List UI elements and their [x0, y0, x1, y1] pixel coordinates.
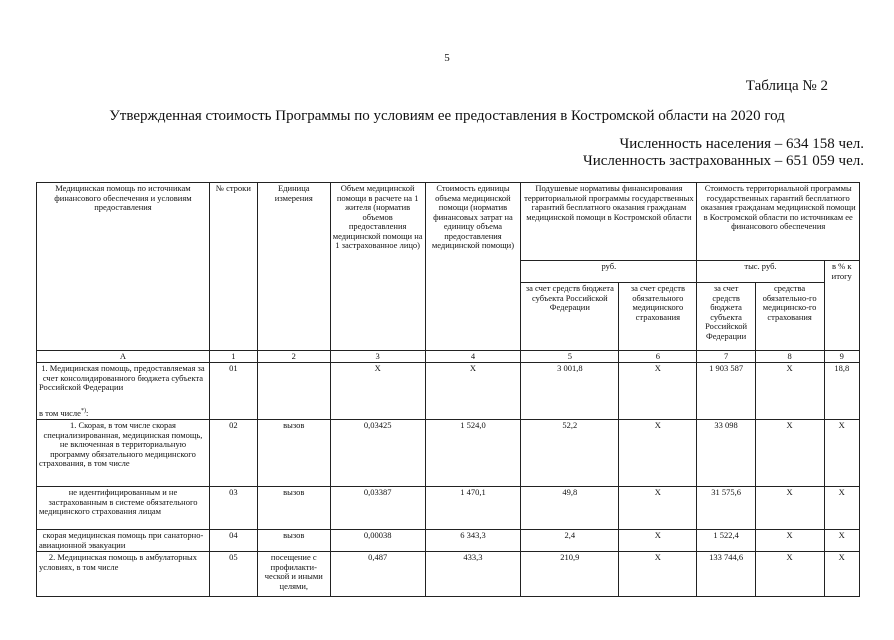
row-c8: X: [755, 552, 824, 597]
row-name: не идентифицированным и не застрахованным в системе обязательного медицинского страхования лицам: [37, 487, 210, 530]
row-c6: X: [619, 363, 697, 420]
document-title: Утвержденная стоимость Программы по условиям ее предоставления в Костромской области на 2020 год: [109, 108, 785, 124]
row-c5: 49,8: [521, 487, 619, 530]
header-col-7: за счет средств бюджета субъекта Российской Федерации: [697, 283, 755, 351]
page-number: 5: [444, 52, 450, 64]
colnum-3: 3: [330, 351, 425, 363]
row-name: 1. Скорая, в том числе скорая специализированная, медицинская помощь, не включенная в территориальную программу обязательного медицинского страхования, в том числе: [37, 420, 210, 487]
row-volume: 0,00038: [330, 530, 425, 552]
header-row-1: [37, 183, 860, 261]
row-code: 04: [209, 530, 257, 552]
column-numbers-row: [37, 351, 860, 363]
insured-count: Численность застрахованных – 651 059 чел.: [583, 153, 864, 169]
header-col-3: Объем медицинской помощи в расчете на 1 жителя (норматив объемов предоставления медицинской помощи на 1 застрахованное лицо): [330, 183, 425, 351]
row-cost: X: [425, 363, 521, 420]
row-cost: 1 524,0: [425, 420, 521, 487]
row-cost: 433,3: [425, 552, 521, 597]
row-volume: 0,03425: [330, 420, 425, 487]
row-c9: X: [824, 487, 860, 530]
row-code: 02: [209, 420, 257, 487]
header-col-1: № строки: [209, 183, 257, 351]
header-col-a: Медицинская помощь по источникам финансового обеспечения и условиям предоставления: [37, 183, 210, 351]
row-code: 03: [209, 487, 257, 530]
row-volume: 0,03387: [330, 487, 425, 530]
row-c8: X: [755, 363, 824, 420]
row-name-tail: в том числе*):: [37, 407, 210, 420]
row-code: 05: [209, 552, 257, 597]
row-c8: X: [755, 487, 824, 530]
row-c7: 133 744,6: [697, 552, 755, 597]
row-unit: посещение с профилакти-ческой и иными целями,: [257, 552, 330, 597]
row-c6: X: [619, 552, 697, 597]
row-c5: 2,4: [521, 530, 619, 552]
row-volume: 0,487: [330, 552, 425, 597]
row-c9: X: [824, 530, 860, 552]
row-unit: вызов: [257, 420, 330, 487]
table-row: [37, 420, 860, 487]
colnum-6: 6: [619, 351, 697, 363]
colnum-4: 4: [425, 351, 521, 363]
header-col-789: Стоимость территориальной программы государственных гарантий бесплатного оказания гражданам медицинской помощи в Костромской области по источникам ее финансового обеспечения: [697, 183, 860, 261]
header-unit-thousand: тыс. руб.: [697, 261, 824, 283]
row-name: скорая медицинская помощь при санаторно-авиационной эвакуации: [37, 530, 210, 552]
row-cost: 6 343,3: [425, 530, 521, 552]
row-name-tail-text: в том числе: [39, 407, 81, 418]
row-c6: X: [619, 530, 697, 552]
header-col-2: Единица измерения: [257, 183, 330, 351]
header-col-8: средства обязательно-го медицинско-го страхования: [755, 283, 824, 351]
row-c7: 31 575,6: [697, 487, 755, 530]
table-row: [37, 363, 860, 407]
colnum-7: 7: [697, 351, 755, 363]
colnum-1: 1: [209, 351, 257, 363]
table-row: [37, 487, 860, 530]
row-c7: 33 098: [697, 420, 755, 487]
row-c5: 52,2: [521, 420, 619, 487]
row-c7: 1 522,4: [697, 530, 755, 552]
row-code: 01: [209, 363, 257, 420]
header-col-4: Стоимость единицы объема медицинской помощи (норматив финансовых затрат на единицу объема предоставления медицинской помощи): [425, 183, 521, 351]
colnum-8: 8: [755, 351, 824, 363]
population-count: Численность населения – 634 158 чел.: [619, 136, 864, 152]
row-c6: X: [619, 487, 697, 530]
colnum-5: 5: [521, 351, 619, 363]
row-name: 2. Медицинская помощь в амбулаторных условиях, в том числе: [37, 552, 210, 597]
row-c5: 210,9: [521, 552, 619, 597]
row-c8: X: [755, 420, 824, 487]
colnum-9: 9: [824, 351, 860, 363]
cost-table: [36, 182, 860, 597]
row-c7: 1 903 587: [697, 363, 755, 420]
table-row: [37, 530, 860, 552]
row-c8: X: [755, 530, 824, 552]
header-unit-rub: руб.: [521, 261, 697, 283]
footnote-mark: *): [80, 407, 86, 414]
row-c9: X: [824, 420, 860, 487]
colnum-a: А: [37, 351, 210, 363]
row-c9: X: [824, 552, 860, 597]
row-cost: 1 470,1: [425, 487, 521, 530]
row-volume: X: [330, 363, 425, 420]
row-name: 1. Медицинская помощь, предоставляемая за счет консолидированного бюджета субъекта Российской Федерации: [37, 363, 210, 407]
colnum-2: 2: [257, 351, 330, 363]
header-pct-total: в % к итогу: [824, 261, 860, 351]
row-unit: вызов: [257, 530, 330, 552]
row-c5: 3 001,8: [521, 363, 619, 420]
table-number: Таблица № 2: [745, 78, 828, 94]
header-col-56: Подушевые нормативы финансирования территориальной программы государственных гарантий бесплатного оказания гражданам медицинской помощи в Костромской области: [521, 183, 697, 261]
row-c9: 18,8: [824, 363, 860, 420]
row-c6: X: [619, 420, 697, 487]
header-col-5: за счет средств бюджета субъекта Российской Федерации: [521, 283, 619, 351]
row-unit: вызов: [257, 487, 330, 530]
header-col-6: за счет средств обязательного медицинского страхования: [619, 283, 697, 351]
table-row: [37, 552, 860, 597]
row-unit: [257, 363, 330, 420]
